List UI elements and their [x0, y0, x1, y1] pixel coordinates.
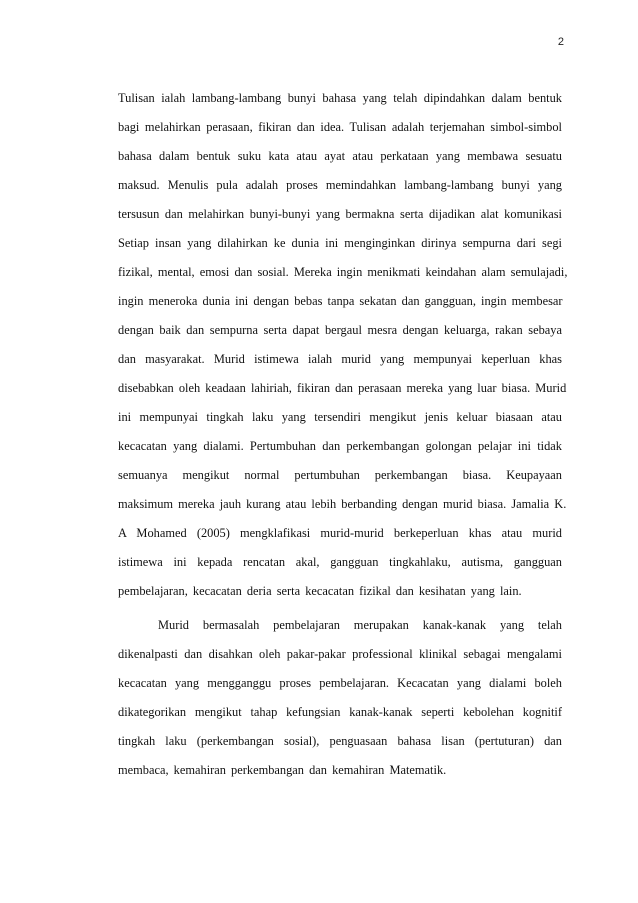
text-line: disebabkan oleh keadaan lahiriah, fikiran dan perasaan mereka yang luar biasa. Murid [118, 381, 567, 395]
text-line: pembelajaran, kecacatan deria serta kecacatan fizikal dan kesihatan yang lain. [118, 584, 522, 598]
text-line: kecacatan yang mengganggu proses pembelajaran. Kecacatan yang dialami boleh [118, 676, 562, 690]
paragraph-2 [118, 617, 562, 791]
text-line: A Mohamed (2005) mengklafikasi murid-murid berkeperluan khas atau murid [118, 526, 562, 540]
paragraph-1 [118, 90, 568, 612]
text-line: istimewa ini kepada rencatan akal, gangguan tingkahlaku, autisma, gangguan [118, 555, 562, 569]
text-line: tersusun dan melahirkan bunyi-bunyi yang bermakna serta dijadikan alat komunikasi [118, 207, 562, 221]
text-line: bahasa dalam bentuk suku kata atau ayat atau perkataan yang membawa sesuatu [118, 149, 562, 163]
text-line: dikategorikan mengikut tahap kefungsian kanak-kanak seperti kebolehan kognitif [118, 705, 562, 719]
text-line: maksud. Menulis pula adalah proses memindahkan lambang-lambang bunyi yang [118, 178, 562, 192]
text-line: membaca, kemahiran perkembangan dan kemahiran Matematik. [118, 763, 447, 777]
body-text [118, 90, 568, 791]
text-line: Tulisan ialah lambang-lambang bunyi bahasa yang telah dipindahkan dalam bentuk [118, 91, 562, 105]
text-line: dengan baik dan sempurna serta dapat bergaul mesra dengan keluarga, rakan sebaya [118, 323, 562, 337]
text-line: kecacatan yang dialami. Pertumbuhan dan perkembangan golongan pelajar ini tidak [118, 439, 562, 453]
text-line: Setiap insan yang dilahirkan ke dunia ini menginginkan dirinya sempurna dari segi [118, 236, 562, 250]
page-number: 2 [557, 36, 564, 48]
text-line: maksimum mereka jauh kurang atau lebih berbanding dengan murid biasa. Jamalia K. [118, 497, 567, 511]
text-line: ingin meneroka dunia ini dengan bebas tanpa sekatan dan gangguan, ingin membesar [118, 294, 563, 308]
text-line: semuanya mengikut normal pertumbuhan perkembangan biasa. Keupayaan [118, 468, 562, 482]
text-line: dikenalpasti dan disahkan oleh pakar-pakar professional klinikal sebagai mengalami [118, 647, 562, 661]
text-line: dan masyarakat. Murid istimewa ialah murid yang mempunyai keperluan khas [118, 352, 562, 366]
text-line: ini mempunyai tingkah laku yang tersendiri mengikut jenis keluar biasaan atau [118, 410, 562, 424]
text-line: bagi melahirkan perasaan, fikiran dan idea. Tulisan adalah terjemahan simbol-simbol [118, 120, 562, 134]
text-line: tingkah laku (perkembangan sosial), penguasaan bahasa lisan (pertuturan) dan [118, 734, 562, 748]
text-line: Murid bermasalah pembelajaran merupakan kanak-kanak yang telah [158, 618, 562, 632]
text-line: fizikal, mental, emosi dan sosial. Mereka ingin menikmati keindahan alam semulajadi, [118, 265, 568, 279]
